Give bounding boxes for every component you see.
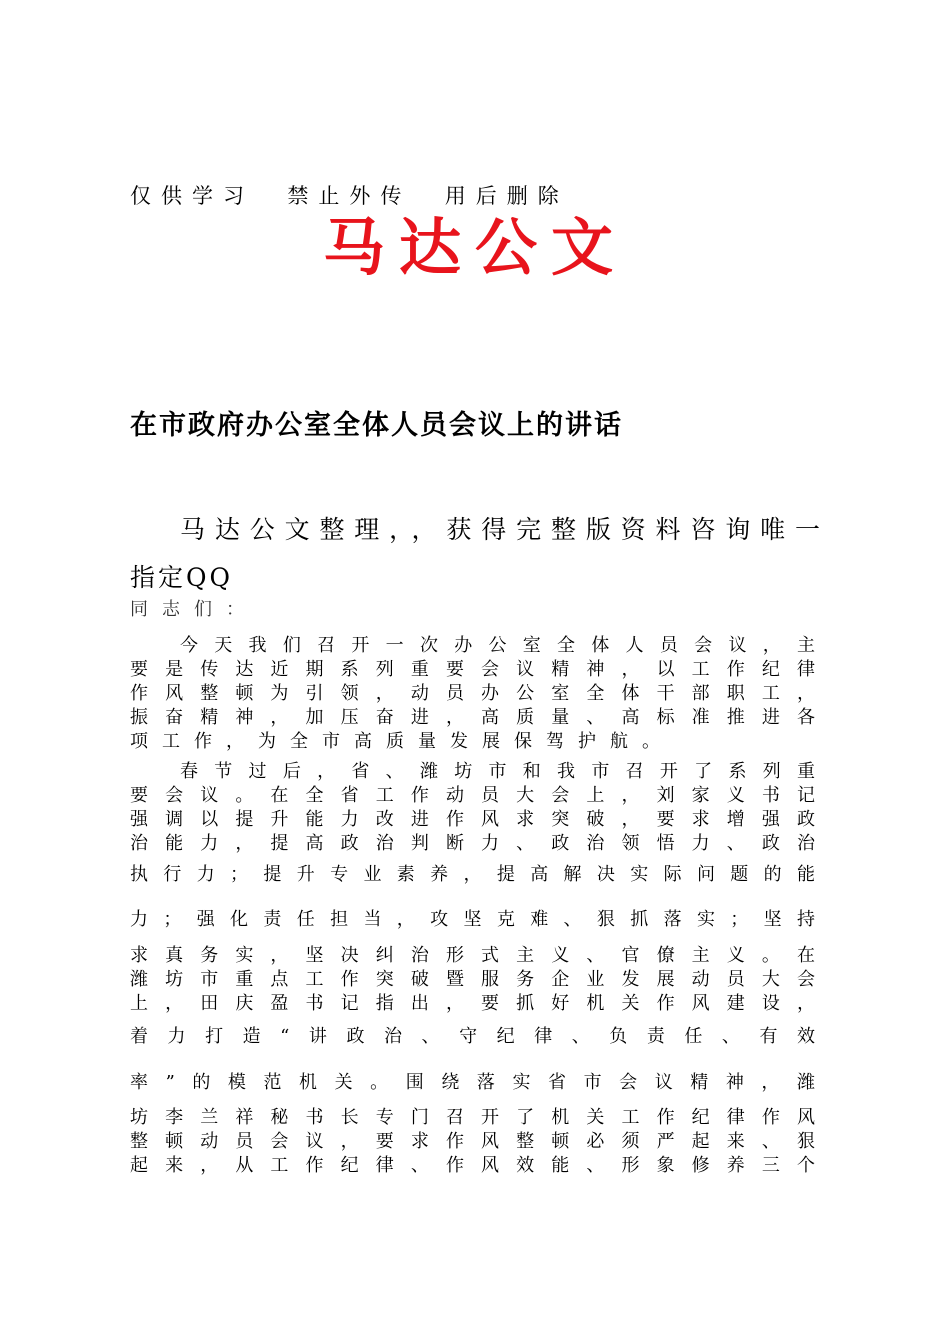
text-line: 项工作，为全市高质量发展保驾护航。 xyxy=(130,731,674,752)
text-line: 起来，从工作纪律、作风效能、形象修养三个 xyxy=(130,1155,815,1176)
text-line: 坊李兰祥秘书长专门召开了机关工作纪律作风 xyxy=(130,1107,815,1128)
text-line-block xyxy=(130,908,815,932)
text-line: 要会议。在全省工作动员大会上，刘家义书记 xyxy=(130,785,815,806)
body-paragraph xyxy=(130,760,815,856)
text-line-block xyxy=(130,944,815,1016)
text-line: 求真务实，坚决纠治形式主义、官僚主义。在 xyxy=(130,945,815,966)
promo-paragraph xyxy=(130,506,820,602)
text-line: 要是传达近期系列重要会议精神，以工作纪律 xyxy=(130,659,815,680)
text-line: 强调以提升能力改进作风求突破，要求增强政 xyxy=(130,809,815,830)
text-line: 春节过后，省、潍坊市和我市召开了系列重 xyxy=(180,761,815,782)
disclaimer-text: 仅供学习 禁止外传 用后删除 xyxy=(130,184,569,208)
text-line: 潍坊市重点工作突破暨服务企业发展动员大会 xyxy=(130,969,815,990)
text-line: 整顿动员会议，要求作风整顿必须严起来、狠 xyxy=(130,1131,815,1152)
text-line: 作风整顿为引领，动员办公室全体干部职工， xyxy=(130,683,815,704)
text-line-block xyxy=(130,1106,815,1178)
text-line-block xyxy=(130,1025,815,1049)
text-line: 上，田庆盈书记指出，要抓好机关作风建设， xyxy=(130,993,815,1014)
document-title: 在市政府办公室全体人员会议上的讲话 xyxy=(130,410,623,441)
text-line: 治能力，提高政治判断力、政治领悟力、政治 xyxy=(130,833,815,854)
body-paragraph xyxy=(130,634,815,754)
text-line: 今天我们召开一次办公室全体人员会议，主 xyxy=(180,635,815,656)
text-line-block xyxy=(130,863,815,887)
text-line: 着力打造“讲政治、守纪律、负责任、有效 xyxy=(130,1026,815,1047)
promo-line: 马达公文整理，，获得完整版资料咨询唯一 xyxy=(180,515,820,544)
text-line: 振奋精神，加压奋进，高质量、高标准推进各 xyxy=(130,707,815,728)
greeting: 同志们： xyxy=(130,599,258,620)
text-line: 率”的模范机关。围绕落实省市会议精神，潍 xyxy=(130,1072,815,1093)
text-line-block xyxy=(130,1071,815,1095)
text-line: 执行力；提升专业素养，提高解决实际问题的能 xyxy=(130,864,815,885)
brand-title: 马达公文 xyxy=(322,211,627,284)
text-line: 力；强化责任担当，攻坚克难、狠抓落实；坚持 xyxy=(130,909,815,930)
promo-line: 指定QQ xyxy=(130,563,233,592)
